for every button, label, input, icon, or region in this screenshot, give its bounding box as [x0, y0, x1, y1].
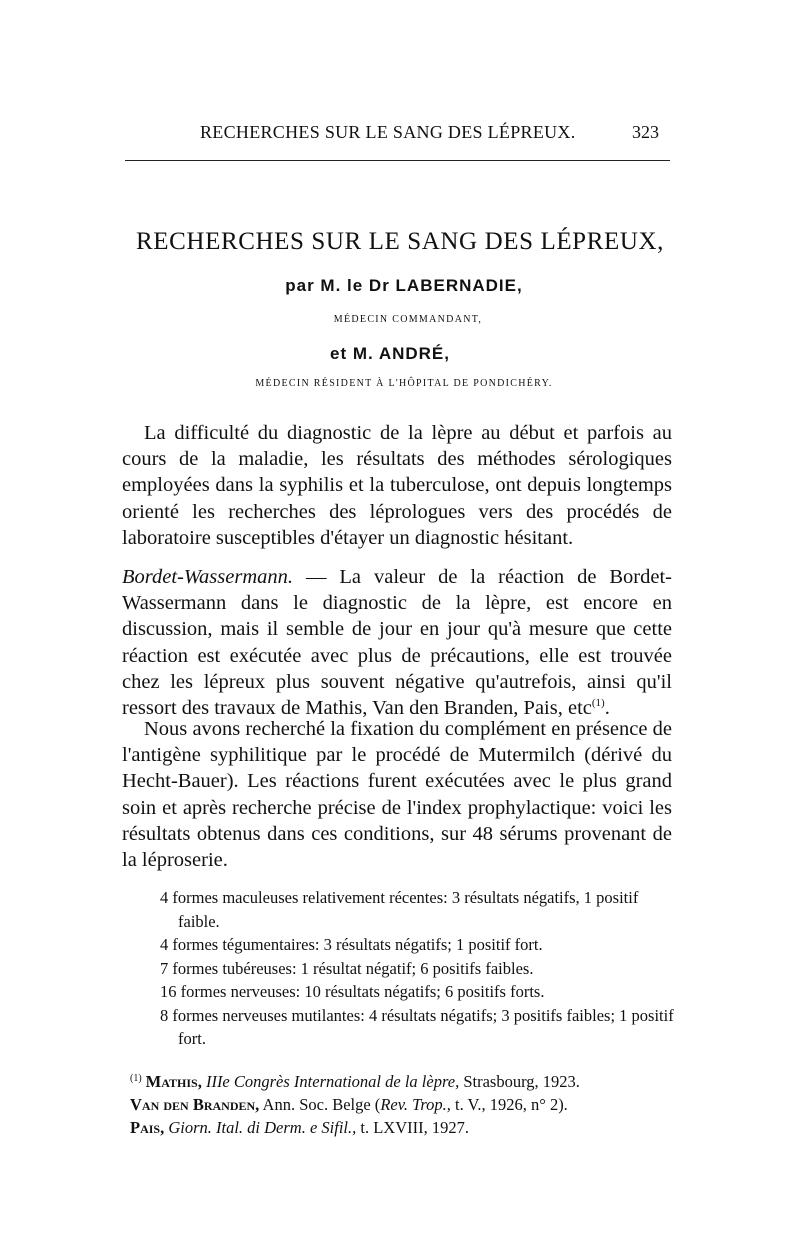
result-item: 16 formes nerveuses: 10 résultats négatifs; 6 positifs forts.	[160, 982, 545, 1001]
page-number: 323	[632, 122, 659, 142]
result-item: 4 formes tégumentaires: 3 résultats négatifs; 1 positif fort.	[160, 935, 543, 954]
footnote-2	[130, 1093, 690, 1116]
footnote-reference: (1)	[591, 697, 605, 710]
result-item: 4 formes maculeuses relativement récentes: 3 résultats négatifs, 1 positif faible.	[160, 888, 639, 931]
author-2-role: MÉDECIN RÉSIDENT À L'HÔPITAL DE PONDICHÉRY.	[255, 378, 553, 389]
header-rule	[125, 160, 670, 161]
author-1: par M. le Dr LABERNADIE,	[285, 276, 523, 295]
footnote-detail: t. LXVIII, 1927.	[356, 1118, 469, 1137]
footnotes	[130, 1070, 690, 1139]
footnote-work: Rev. Trop.,	[380, 1095, 451, 1114]
paragraph-intro: La difficulté du diagnostic de la lèpre au début et parfois au cours de la maladie, les résultats des méthodes sérologiques employées dans la syphilis et la tuberculose, ont depuis longtemps orienté les recherches des léprologues vers des procédés de laboratoire susceptibles d'étayer un diagnostic hésitant.	[122, 422, 672, 549]
footnote-detail: t. V., 1926, n° 2).	[450, 1095, 568, 1114]
footnote-author: Mathis,	[145, 1072, 202, 1091]
section-heading: Bordet-Wassermann.	[122, 566, 294, 588]
result-item: 7 formes tubéreuses: 1 résultat négatif; 6 positifs faibles.	[160, 958, 534, 978]
footnote-detail: Strasbourg, 1923.	[459, 1072, 580, 1091]
paragraph-text: — La valeur de la réaction de Bordet-Wassermann dans le diagnostic de la lèpre, est encore en discussion, mais il semble de jour en jour qu'à mesure que cette réaction est exécutée avec plus de précautions, elle est trouvée chez les lépreux plus souvent négative qu'autrefois, ainsi qu'il ressort des travaux de Mathis, Van den Branden, Pais, etc	[122, 566, 672, 720]
result-item: 8 formes nerveuses mutilantes: 4 résultats négatifs; 3 positifs faibles; 1 positif fort.	[160, 1005, 674, 1048]
footnote-work: Giorn. Ital. di Derm. e Sifil.,	[164, 1118, 357, 1137]
footnote-author: Pais,	[130, 1118, 165, 1137]
results-list	[160, 886, 680, 1051]
author-2: et M. ANDRÉ,	[330, 344, 450, 363]
author-1-role: MÉDECIN COMMANDANT,	[333, 314, 483, 325]
running-head: RECHERCHES SUR LE SANG DES LÉPREUX.	[200, 122, 576, 142]
footnote-detail: Ann. Soc. Belge (	[259, 1095, 381, 1114]
footnote-author: Van den Branden,	[130, 1095, 260, 1114]
article-title: RECHERCHES SUR LE SANG DES LÉPREUX,	[136, 228, 664, 255]
footnote-3	[130, 1116, 690, 1139]
paragraph-bordet-wassermann	[122, 564, 672, 721]
footnote-1	[130, 1070, 690, 1093]
footnote-work: IIIe Congrès International de la lèpre,	[205, 1072, 460, 1091]
paragraph-method: Nous avons recherché la fixation du complément en présence de l'antigène syphilitique par le procédé de Mutermilch (dérivé du Hecht-Bauer). Les réactions furent exécutées avec le plus grand soin et après recherche précise de l'index prophylactique: voici les résultats obtenus dans ces conditions, sur 48 sérums provenant de la léproserie.	[122, 718, 672, 872]
footnote-mark: (1)	[130, 1072, 142, 1084]
paragraph-end: .	[604, 697, 610, 720]
